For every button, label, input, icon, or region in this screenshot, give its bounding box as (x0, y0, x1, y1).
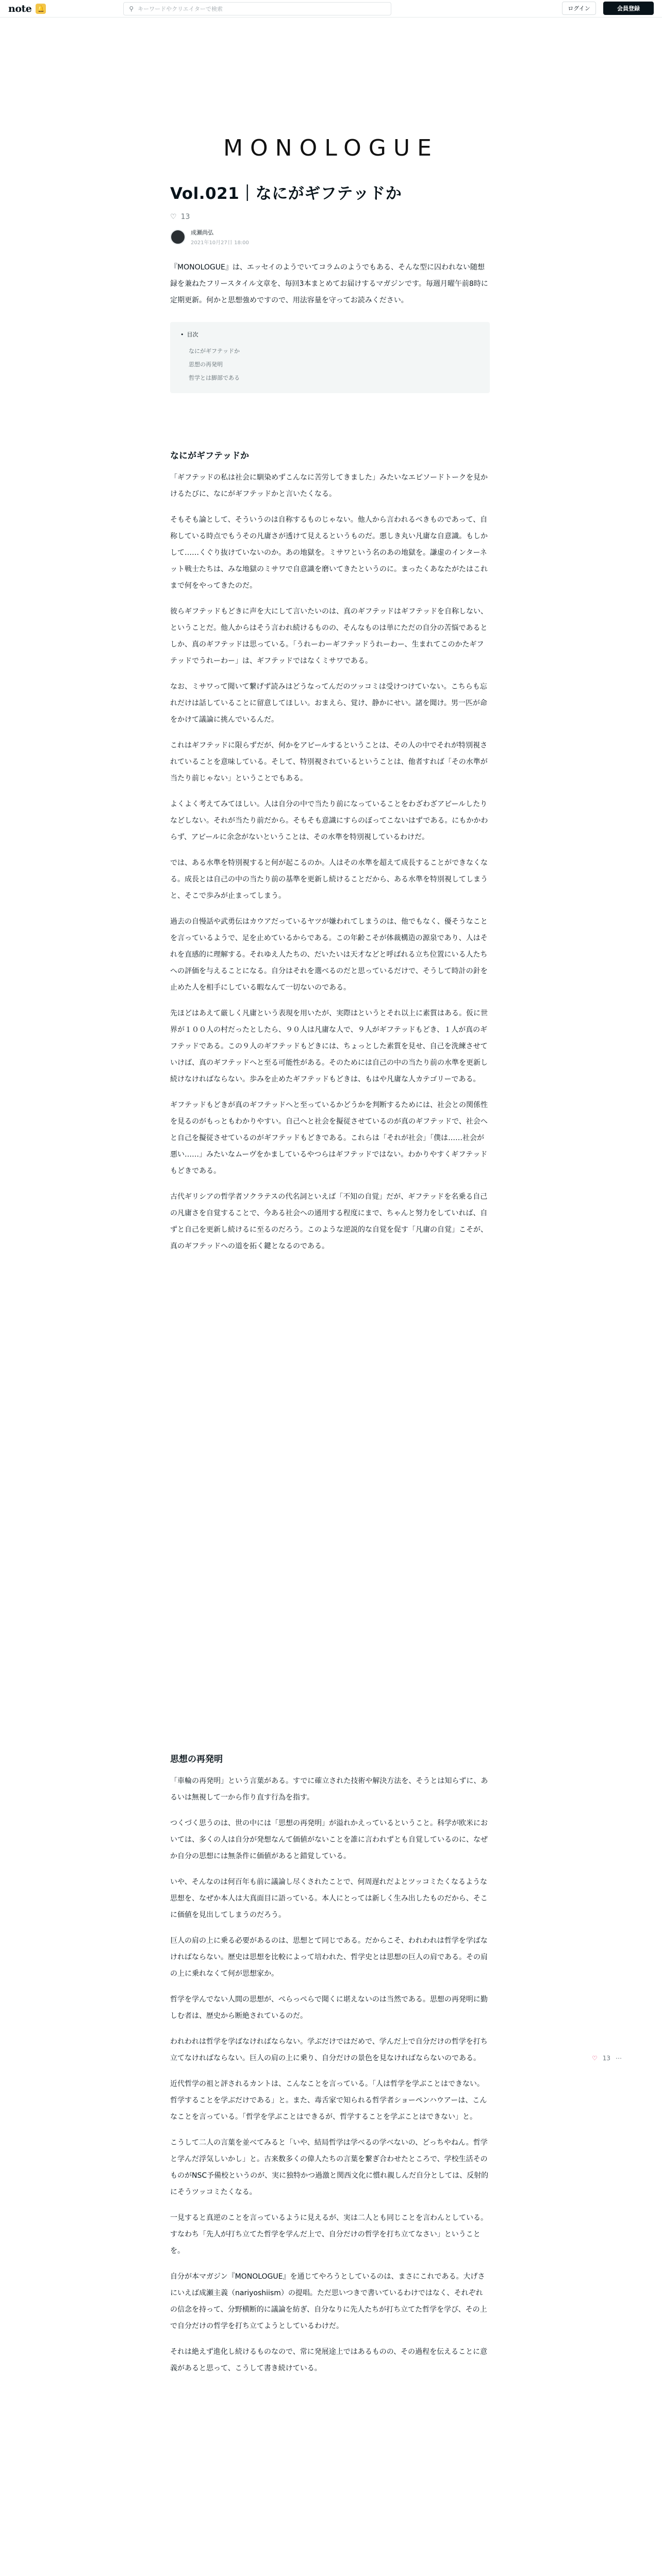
paragraph: 哲学を学んでない人間の思想が、ぺらっぺらで聞くに堪えないのは当然である。思想の再発明に勤しむ者は、歴史から断絶されているのだ。 (170, 1995, 488, 2020)
paragraph: そもそも論として、そういうのは自称するものじゃない。他人から言われるべきものであって、自称している時点でもうその凡庸さが透けて見えるというものだ。悪しき丸い凡庸な自意識。もしかして……くぐり抜けていないのか。あの地獄を。ミサワという名のあの地獄を。謙虚のインターネット戦士たちは、みな地獄のミサワで自意識を磨いてきたというのに。まったくあなたがたはこれまで何をやってきたのだ。 (170, 516, 488, 590)
paragraph: つくづく思うのは、世の中には「思想の再発明」が溢れかえっているということ。科学が欧米においては、多くの人は自分が発想なんて価値がないことを誰に言われずとも自覚しているのに、なぜか自分の思想には無条件に価値があると錯覚している。 (170, 1819, 488, 1860)
bell-icon[interactable]: 🔔 (36, 4, 46, 14)
toc-item[interactable]: なにがギフテッドか (189, 348, 240, 354)
paragraph: それは絶えず進化し続けるものなので、常に発展途上ではあるものの、その過程を伝えることに意義があると思って、こうして書き続けている。 (170, 2348, 488, 2372)
table-of-contents (170, 322, 490, 393)
paragraph: 「ギフテッドの私は社会に馴染めずこんなに苦労してきました」みたいなエピソードトークを見かけるたびに、なにがギフテッドかと言いたくなる。 (170, 473, 488, 498)
section-2 (170, 1752, 490, 2377)
avatar[interactable] (170, 229, 186, 245)
author-block[interactable] (170, 228, 490, 246)
paragraph: では、ある水準を特別視すると何が起こるのか。人はその水準を超えて成長することができなくなる。成長とは自己の中の当たり前の基準を更新し続けることだから、ある水準を特別視してしまうと、そこで歩みが止まってしまう。 (170, 859, 488, 900)
heart-icon[interactable]: ♡ (170, 213, 177, 221)
paragraph: 先ほどはあえて厳しく凡庸という表現を用いたが、実際はというとそれ以上に素質はある。仮に世界が１００人の村だったとしたら、９０人は凡庸な人で、９人がギフテッドもどき、１人が真のギフテッドである。この９人のギフテッドもどきには、ちょっとした素質を見せ、自己を洗練させていけば、真のギフテッドへと至る可能性がある。そのためには自己の中の当たり前の水準を更新し続けなければならない。歩みを止めたギフテッドもどきは、もはや凡庸な人カテゴリーである。 (170, 1009, 488, 1083)
section-heading: 思想の再発明 (170, 1754, 223, 1765)
search-placeholder: キーワードやクリエイターで検索 (138, 5, 223, 12)
paragraph: 彼らギフテッドもどきに声を大にして言いたいのは、真のギフテッドはギフテッドを自称しない、ということだ。他人からはそう言われ続けるものの、そんなものは単にただの自分の苦悩であるとしか、真のギフテッドは思っている。「うれーわーギフテッドうれーわー、生まれてこのかたギフテッドでうれーわー」は、ギフテッドではなくミサワである。 (170, 607, 488, 665)
like-count: 13 (180, 213, 190, 221)
publish-date: 2021年10月27日 18:00 (191, 240, 249, 246)
site-header (0, 0, 662, 18)
intro-paragraph: 『MONOLOGUE』は、エッセイのようでいてコラムのようでもある、そんな型に囚われない随想録を兼ねたフリースタイル文章を、毎回3本まとめてお届けするマガジンです。毎週月曜午前8時に定期更新。何かと思想強めですので、用法容量を守ってお読みください。 (170, 263, 488, 304)
like-counter[interactable] (170, 213, 490, 221)
search-input[interactable] (123, 2, 391, 15)
paragraph: 一見すると真逆のことを言っているように見えるが、実は二人とも同じことを言わんとしている。すなわち「先人が打ち立てた哲学を学んだ上で、自分だけの哲学を打ち立てなさい」ということを。 (170, 2214, 488, 2255)
toc-item[interactable]: 思想の再発明 (189, 361, 223, 368)
toc-heading[interactable]: • 目次 (180, 331, 198, 338)
paragraph: 過去の自慢話や武勇伝はカウアだっているヤツが嫌われてしまうのは、他でもなく、優そうなことを言っているようで、足を止めているからである。この年齢こそが体裁構造の源泉であり、人はそれを直感的に理解する。それゆえ人たちの、だいたいは天才などと呼ばれる立ち位置にいる人たちへの評価を与えることになる。自分はそれを選べるのだと思っているだけで、そうして時計の針を止めた人を相手にしている暇なんて一切ないのである。 (170, 918, 488, 992)
paragraph: よくよく考えてみてほしい。人は自分の中で当たり前になっていることをわざわざアピールしたりなどしない。それが当たり前だから。そもそも意識にすらのぼってこないはずである。にもかかわらず、アピールに余念がないということは、その水準を特別視しているわけだ。 (170, 800, 488, 841)
paragraph: 巨人の肩の上に乗る必要があるのは、思想とて同じである。だからこそ、われわれは哲学を学ばなければならない。歴史は思想を比較によって培われた、哲学史とは思想の巨人の肩である。その肩の上に乗れなくて何が思想家か。 (170, 1937, 488, 1978)
paragraph: こうして二人の言葉を並べてみると「いや、結局哲学は学べるの学べないの、どっちやねん。哲学と学んだ浮気しいかし」と。古来数多くの偉人たちの言葉を繋ぎ合わせたところで、学校生活そのものがNSC予備校というのが、実に独特かつ過激と関西文化に慣れ親しんだ自分としては、反射的にそうツッコミたくなる。 (170, 2139, 489, 2196)
search-icon: ⚲ (129, 5, 134, 12)
floating-actions (592, 2055, 627, 2062)
chevron-down-icon: • (180, 331, 184, 338)
magazine-title[interactable]: MONOLOGUE (223, 135, 439, 161)
paragraph: なお、ミサワって聞いて繋げず読みはどうなってんだのツッコミは受けつけていない。こちらも忘れだけは話していることに留意してほしい。おまえら、覚け、静かにせい。諸を聞け。男一匹が命をかけて議論に挑んでいるんだ。 (170, 683, 487, 724)
paragraph: ギフテッドもどきが真のギフテッドへと至っているかどうかを判断するためには、社会との関係性を見るのがもっともわかりやすい。自己へと社会を擬従させているのが真のギフテッドで、社会へと自己を擬従させているのがギフテッドもどきである。これらは「それが社会」「僕は……社会が悪い……」みたいなムーヴをかましているやつらはギフテッドではない。わかりやすくギフテッドもどきである。 (170, 1101, 488, 1175)
paragraph: 自分が本マガジン『MONOLOGUE』を通じてやろうとしているのは、まさにこれである。大げさにいえば成瀬主義（nariyoshiism）の提唱。ただ思いつきで書いているわけではなく、それぞれの信念を持って、分野横断的に議論を紡ぎ、自分なりに先人たちが打ち立てた哲学を学び、その上で自分だけの哲学を打ち立てようとしているわけだ。 (170, 2273, 487, 2330)
signup-button[interactable]: 会員登録 (603, 2, 654, 15)
toc-item[interactable]: 哲学とは脚部である (189, 375, 240, 381)
paragraph: これはギフテッドに限らずだが、何かをアピールするということは、その人の中でそれが特別視されていることを意味している。そして、特別視されているということは、他者すれば「その水準が当たり前じゃない」ということでもある。 (170, 741, 488, 783)
section-1 (170, 448, 490, 1255)
heart-icon[interactable]: ♡ (592, 2055, 598, 2062)
paragraph: いや、そんなのは何百年も前に議論し尽くされたことで、何周遅れだよとツッコミたくなるような思想を、なぜか本人は大真面目に語っている。本人にとっては新しく生み出したものだから、そこに価値を見出してしまうのだろう。 (170, 1878, 488, 1919)
paragraph: 古代ギリシアの哲学者ソクラテスの代名詞といえば「不知の自覚」だが、ギフテッドを名乗る自己の凡庸さを自覚することで、今ある社会への通用する程度にまで、ちゃんと努力をしていれば、自ずと自己を更新し続けるに至るのだろう。このような逆説的な自覚を促す「凡庸の自覚」こそが、真のギフテッドへの道を拓く鍵となるのである。 (170, 1193, 488, 1250)
paragraph: 「車輪の再発明」という言葉がある。すでに確立された技術や解決方法を、そうとは知らずに、あるいは無視して一から作り直す行為を指す。 (170, 1777, 488, 1802)
paragraph: 近代哲学の祖と評されるカントは、こんなことを言っている。「人は哲学を学ぶことはできない。哲学することを学ぶだけである」と。また、毒舌家で知られる哲学者ショーペンハウアーは、こんなことを言っている。「哲学を学ぶことはできるが、哲学することを学ぶことはできない」と。 (170, 2080, 487, 2121)
login-button[interactable]: ログイン (562, 2, 596, 15)
paragraph: われわれは哲学を学ばなければならない。学ぶだけではだめで、学んだ上で自分だけの哲学を打ち立てなければならない。巨人の肩の上に乗り、自分だけの景色を見なければならないのである。 (170, 2038, 488, 2062)
article-title: Vol.021｜なにがギフテッドか (170, 184, 402, 203)
note-logo[interactable] (8, 3, 46, 14)
section-heading: なにがギフテッドか (170, 451, 249, 461)
share-icon[interactable]: ⋯ (616, 2055, 622, 2062)
author-name[interactable]: 成瀬尚弘 (191, 229, 213, 236)
side-like-count: 13 (602, 2055, 611, 2062)
logo-text: note (8, 3, 32, 14)
